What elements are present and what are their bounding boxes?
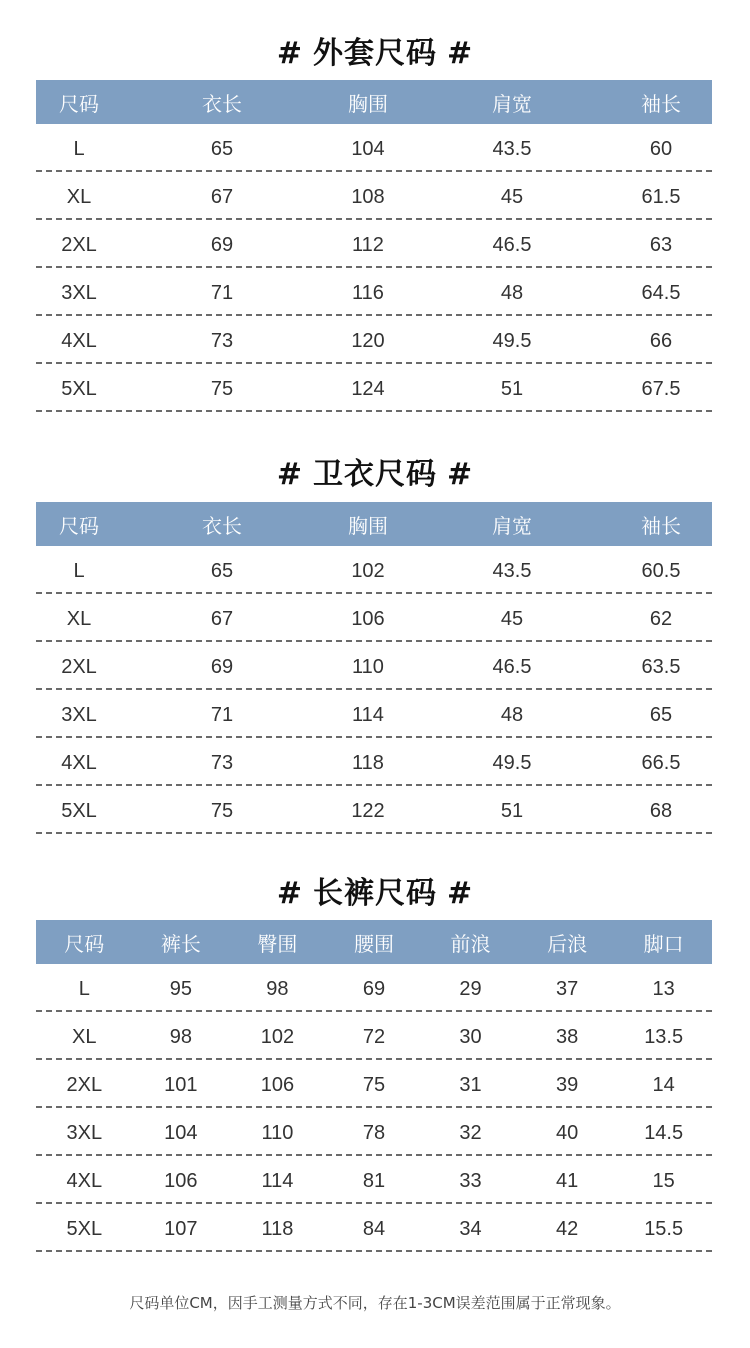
- header-cell: 尺码: [59, 93, 99, 116]
- header-cell: 尺码: [64, 933, 105, 956]
- table-row: [36, 316, 712, 364]
- table-cell: 75: [362, 1073, 386, 1096]
- table-cell: XL: [66, 607, 92, 630]
- table-cell: 84: [362, 1217, 386, 1240]
- table-cell: 66.5: [641, 751, 681, 774]
- table-cell: 73: [210, 751, 234, 774]
- table-cell: 65: [210, 559, 234, 582]
- hash-symbol: #: [276, 36, 303, 71]
- hash-symbol: #: [447, 876, 474, 911]
- table-cell: 106: [260, 1073, 295, 1096]
- table-cell: 45: [500, 185, 524, 208]
- table-cell: 69: [210, 233, 234, 256]
- header-cell: 胸围: [348, 515, 388, 538]
- table-cell: 34: [459, 1217, 482, 1240]
- table-cell: 29: [459, 977, 482, 1000]
- table-row: [36, 786, 712, 834]
- table-cell: XL: [72, 1025, 97, 1048]
- table-cell: 106: [164, 1169, 198, 1192]
- jacket-size-table: [36, 80, 712, 412]
- table-cell: 4XL: [61, 751, 97, 774]
- table-cell: 51: [500, 377, 524, 400]
- table-cell: 118: [352, 751, 384, 774]
- table-cell: 120: [351, 329, 385, 352]
- table-cell: 3XL: [61, 281, 97, 304]
- table-cell: 30: [459, 1025, 482, 1048]
- table-cell: 114: [352, 703, 384, 726]
- jacket-section-title: [0, 28, 750, 72]
- table-cell: 4XL: [66, 1169, 103, 1192]
- table-cell: 72: [362, 1025, 386, 1048]
- table-cell: 2XL: [61, 655, 97, 678]
- table-row: [36, 268, 712, 316]
- table-cell: 14: [652, 1073, 675, 1096]
- header-cell: 肩宽: [492, 93, 532, 116]
- header-cell: 臀围: [257, 933, 298, 956]
- table-row: [36, 546, 712, 594]
- header-cell: 腰围: [353, 933, 394, 956]
- table-cell: 118: [261, 1217, 294, 1240]
- table-cell: 64.5: [641, 281, 681, 304]
- table-cell: 5XL: [61, 799, 97, 822]
- table-row: [36, 364, 712, 412]
- table-row: [36, 964, 712, 1012]
- header-cell: 衣长: [202, 515, 242, 538]
- table-cell: XL: [66, 185, 92, 208]
- table-cell: 60: [649, 137, 673, 160]
- table-cell: L: [73, 137, 85, 160]
- table-cell: 49.5: [492, 751, 532, 774]
- table-cell: 13: [652, 977, 675, 1000]
- table-cell: 101: [164, 1073, 198, 1096]
- pants-size-table: [36, 920, 712, 1252]
- table-row: [36, 1156, 712, 1204]
- table-cell: 102: [351, 559, 385, 582]
- header-cell: 袖长: [641, 515, 681, 538]
- table-row: [36, 594, 712, 642]
- table-cell: L: [78, 977, 90, 1000]
- hoodie-size-table: [36, 502, 712, 834]
- table-row: [36, 738, 712, 786]
- table-cell: 116: [352, 281, 384, 304]
- table-cell: 67: [210, 185, 234, 208]
- table-cell: 48: [500, 703, 524, 726]
- header-cell: 脚口: [643, 933, 684, 956]
- table-row: [36, 172, 712, 220]
- table-cell: 114: [261, 1169, 294, 1192]
- table-cell: 5XL: [66, 1217, 103, 1240]
- table-cell: 46.5: [492, 233, 532, 256]
- header-cell: 后浪: [547, 933, 588, 956]
- table-cell: 75: [210, 377, 234, 400]
- table-row: [36, 1012, 712, 1060]
- table-cell: 62: [649, 607, 673, 630]
- hash-symbol: #: [447, 457, 474, 492]
- table-header: [36, 502, 712, 546]
- table-cell: 69: [362, 977, 386, 1000]
- table-header: [36, 80, 712, 124]
- hash-symbol: #: [276, 457, 303, 492]
- table-row: [36, 642, 712, 690]
- table-cell: 71: [210, 281, 234, 304]
- table-cell: 66: [649, 329, 673, 352]
- table-cell: 65: [649, 703, 673, 726]
- table-cell: 43.5: [492, 137, 532, 160]
- table-cell: 112: [352, 233, 384, 256]
- header-cell: 袖长: [641, 93, 681, 116]
- header-cell: 肩宽: [492, 515, 532, 538]
- pants-section-title: [0, 868, 750, 912]
- table-cell: 3XL: [61, 703, 97, 726]
- table-cell: L: [73, 559, 85, 582]
- table-cell: 65: [210, 137, 234, 160]
- table-cell: 63: [649, 233, 673, 256]
- table-cell: 3XL: [66, 1121, 103, 1144]
- table-cell: 110: [352, 655, 384, 678]
- table-cell: 69: [210, 655, 234, 678]
- table-cell: 104: [351, 137, 385, 160]
- table-cell: 32: [459, 1121, 482, 1144]
- table-cell: 48: [500, 281, 524, 304]
- table-cell: 98: [266, 977, 289, 1000]
- table-row: [36, 690, 712, 738]
- table-row: [36, 1108, 712, 1156]
- header-cell: 衣长: [202, 93, 242, 116]
- table-cell: 110: [261, 1121, 294, 1144]
- table-cell: 67.5: [641, 377, 681, 400]
- table-header: [36, 920, 712, 964]
- table-cell: 60.5: [641, 559, 681, 582]
- table-cell: 2XL: [61, 233, 97, 256]
- table-cell: 81: [362, 1169, 386, 1192]
- table-cell: 13.5: [644, 1025, 684, 1048]
- hoodie-section-title: [0, 449, 750, 493]
- table-cell: 41: [555, 1169, 579, 1192]
- table-cell: 104: [164, 1121, 198, 1144]
- table-cell: 61.5: [641, 185, 681, 208]
- table-row: [36, 220, 712, 268]
- footnote: 尺码单位CM，因手工测量方式不同，存在1-3CM误差范围属于正常现象。: [129, 1294, 621, 1312]
- table-cell: 75: [210, 799, 234, 822]
- table-cell: 31: [459, 1073, 482, 1096]
- table-cell: 14.5: [644, 1121, 684, 1144]
- table-row: [36, 124, 712, 172]
- table-cell: 78: [362, 1121, 386, 1144]
- table-cell: 46.5: [492, 655, 532, 678]
- table-cell: 71: [210, 703, 234, 726]
- table-cell: 5XL: [61, 377, 97, 400]
- table-row: [36, 1060, 712, 1108]
- hash-symbol: #: [447, 36, 474, 71]
- table-cell: 4XL: [61, 329, 97, 352]
- table-cell: 2XL: [66, 1073, 103, 1096]
- pants-title-text: 长裤尺码: [313, 876, 437, 911]
- table-cell: 73: [210, 329, 234, 352]
- table-cell: 124: [351, 377, 385, 400]
- table-cell: 33: [459, 1169, 482, 1192]
- table-cell: 15.5: [644, 1217, 684, 1240]
- table-row: [36, 1204, 712, 1252]
- header-cell: 裤长: [160, 933, 201, 956]
- table-cell: 15: [652, 1169, 675, 1192]
- table-cell: 63.5: [641, 655, 681, 678]
- table-cell: 51: [500, 799, 524, 822]
- table-cell: 102: [260, 1025, 295, 1048]
- table-cell: 40: [555, 1121, 579, 1144]
- jacket-title-text: 外套尺码: [313, 36, 437, 71]
- table-cell: 45: [500, 607, 524, 630]
- table-cell: 98: [169, 1025, 192, 1048]
- table-cell: 68: [649, 799, 673, 822]
- table-cell: 43.5: [492, 559, 532, 582]
- table-cell: 39: [555, 1073, 579, 1096]
- hoodie-title-text: 卫衣尺码: [313, 457, 437, 492]
- hash-symbol: #: [276, 876, 303, 911]
- table-cell: 42: [555, 1217, 579, 1240]
- table-cell: 106: [351, 607, 385, 630]
- table-cell: 107: [164, 1217, 198, 1240]
- table-cell: 49.5: [492, 329, 532, 352]
- table-cell: 95: [169, 977, 192, 1000]
- table-cell: 67: [210, 607, 234, 630]
- table-cell: 108: [351, 185, 385, 208]
- table-cell: 38: [555, 1025, 579, 1048]
- table-cell: 37: [555, 977, 579, 1000]
- table-cell: 122: [351, 799, 385, 822]
- header-cell: 尺码: [59, 515, 99, 538]
- header-cell: 胸围: [348, 93, 388, 116]
- header-cell: 前浪: [450, 933, 491, 956]
